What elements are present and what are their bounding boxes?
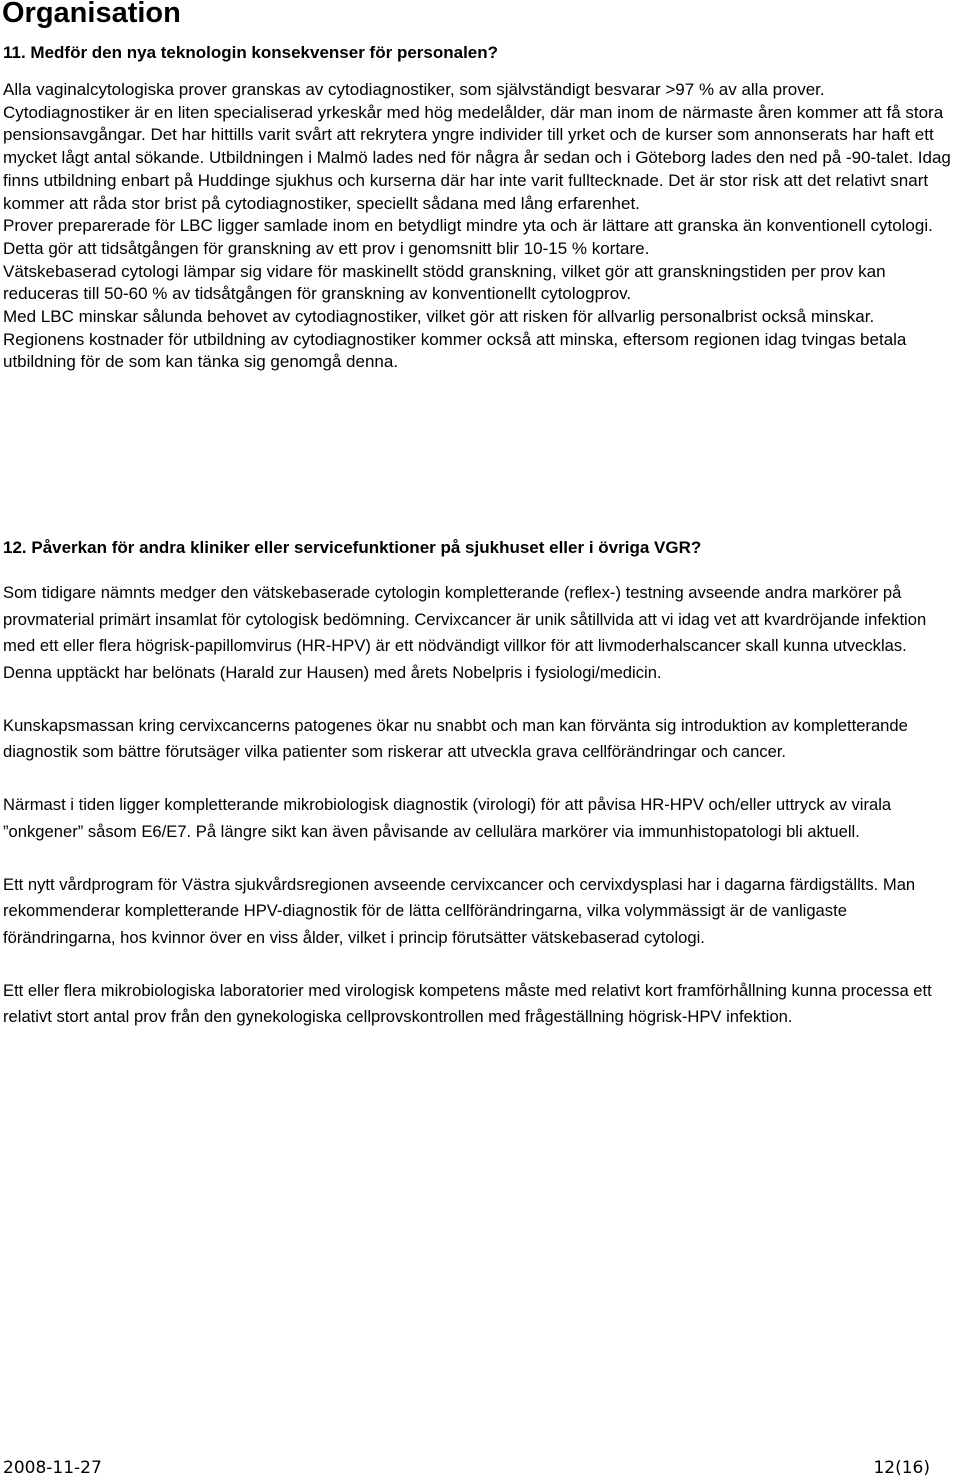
section-12-paragraph-4: Ett nytt vårdprogram för Västra sjukvårdsregionen avseende cervixcancer och cervixdysplasi har i dagarna färdigställts. Man rekommenderar kompletterande HPV-diagnostik för de lätta cellförändringarna, vilka volymmässigt är de vanligaste förändringarna, hos kvinnor över en viss ålder, vilket i princip förutsätter vätskebaserad cytologi. — [3, 874, 916, 947]
page-title: Organisation — [2, 0, 181, 29]
section-11-heading: 11. Medför den nya teknologin konsekvenser för personalen? — [3, 43, 499, 62]
section-12-heading: 12. Påverkan för andra kliniker eller servicefunktioner på sjukhuset eller i övriga VGR? — [3, 538, 702, 557]
section-12 — [3, 537, 955, 1057]
footer-page-number: 12(16) — [873, 1458, 930, 1478]
section-11-paragraph-4: Med LBC minskar sålunda behovet av cytodiagnostiker, vilket gör att risken för allvarlig personalbrist också minskar. Regionens kostnader för utbildning av cytodiagnostiker kommer också att minska, eftersom regionen idag tvingas betala utbildning för de som kan tänka sig genomgå denna. — [3, 307, 907, 372]
section-11-paragraph-1: Alla vaginalcytologiska prover granskas av cytodiagnostiker, som självständigt besvarar >97 % av alla prover. Cytodiagnostiker är en liten specialiserad yrkeskår med hög medelålder, där man inom de närmaste åren kommer att få stora pensionsavgångar. Det har hittills varit svårt att rekrytera yngre individer till yrket och de kurser som annonserats har haft ett mycket lågt antal sökande. Utbildningen i Malmö lades ned för några år sedan och i Göteborg lades den ned på -90-talet. Idag finns utbildning enbart på Huddinge sjukhus och kurserna där har inte varit fulltecknade. Det är stor risk att det relativt snart kommer att råda stor brist på cytodiagnostiker, speciellt sådana med lång erfarenhet. — [3, 80, 951, 213]
section-12-paragraph-3: Närmast i tiden ligger kompletterande mikrobiologisk diagnostik (virologi) för att påvisa HR-HPV och/eller uttryck av virala ”onkgener” såsom E6/E7. På längre sikt kan även påvisande av cellulära markörer via immunhistopatologi bli aktuell. — [3, 795, 892, 841]
section-11-paragraph-2: Prover preparerade för LBC ligger samlade inom en betydligt mindre yta och är lättare att granska än konventionell cytologi. Detta gör att tidsåtgången för granskning av ett prov i genomsnitt blir 10-15 % kortare. — [3, 216, 933, 258]
section-12-paragraph-2: Kunskapsmassan kring cervixcancerns patogenes ökar nu snabbt och man kan förvänta sig introduktion av kompletterande diagnostik som bättre förutsäger vilka patienter som riskerar att utveckla grava cellförändringar och cancer. — [3, 715, 908, 761]
section-11-paragraph-3: Vätskebaserad cytologi lämpar sig vidare för maskinellt stödd granskning, vilket gör att granskningstiden per prov kan reduceras till 50-60 % av tidsåtgången för granskning av konventionellt cytologprov. — [3, 261, 886, 304]
section-11 — [3, 42, 955, 374]
section-12-paragraph-1: Som tidigare nämnts medger den vätskebaserade cytologin kompletterande (reflex-) testning avseende andra markörer på provmaterial primärt insamlat för cytologisk bedömning. Cervixcancer är unik såtillvida att vi idag vet att kvardröjande infektion med ett eller flera högrisk-papillomvirus (HR-HPV) är ett nödvändigt villkor för att livmoderhalscancer skall kunna utvecklas. Denna upptäckt har belönats (Harald zur Hausen) med årets Nobelpris i fysiologi/medicin. — [3, 583, 927, 682]
footer-date: 2008-11-27 — [3, 1458, 102, 1478]
page-footer — [3, 1458, 930, 1478]
section-12-paragraph-5: Ett eller flera mikrobiologiska laboratorier med virologisk kompetens måste med relativt kort framförhållning kunna processa ett relativt stort antal prov från den gynekologiska cellprovskontrollen med frågeställning högrisk-HPV infektion. — [3, 980, 932, 1026]
